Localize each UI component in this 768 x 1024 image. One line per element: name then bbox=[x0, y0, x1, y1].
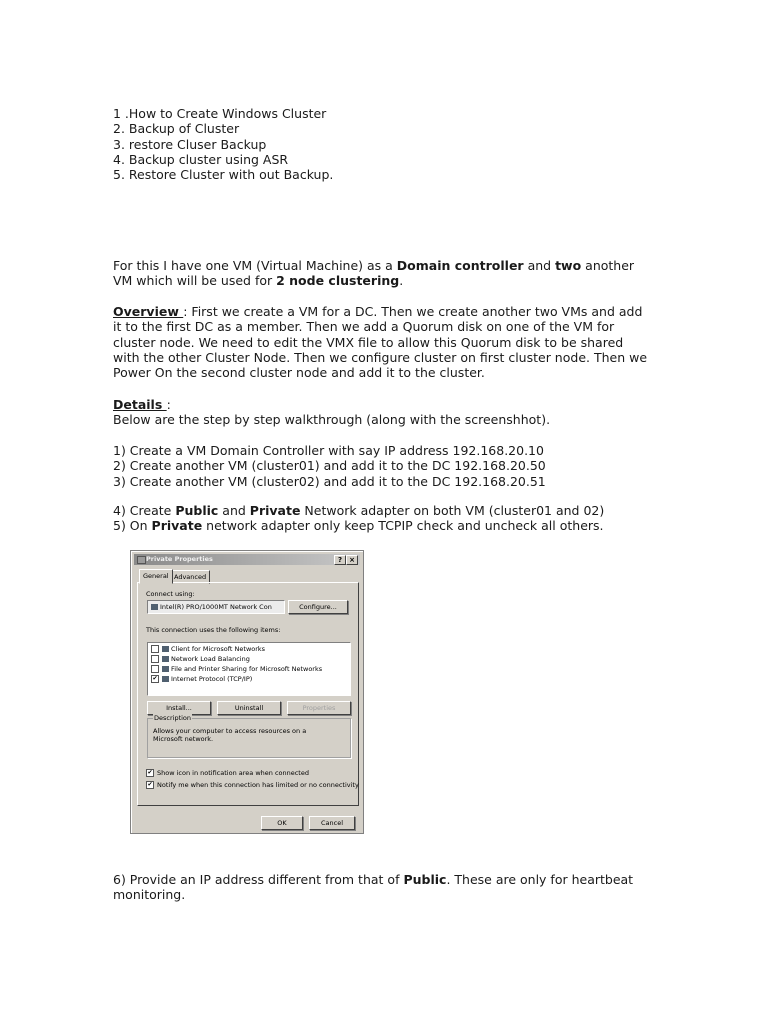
toc-item: 4. Backup cluster using ASR bbox=[113, 151, 289, 167]
overview-line: : First we create a VM for a DC. Then we create another two VMs and add bbox=[183, 304, 643, 319]
checkbox bbox=[151, 645, 159, 653]
adapter-icon bbox=[151, 604, 158, 610]
list-item: Network Load Balancing bbox=[151, 655, 250, 664]
close-button: × bbox=[346, 555, 358, 565]
description-group bbox=[147, 714, 351, 758]
configure-button: Configure... bbox=[288, 600, 348, 614]
properties-button: Properties bbox=[287, 701, 351, 715]
notify-option: ✔ Notify me when this connection has limited or no connectivity bbox=[147, 781, 359, 789]
steps-4-5 bbox=[113, 503, 658, 534]
uninstall-button: Uninstall bbox=[217, 701, 281, 715]
tab-general: General bbox=[139, 569, 173, 584]
dialog-title-bar bbox=[134, 554, 360, 565]
step-6-paragraph bbox=[113, 872, 658, 903]
details-intro: Below are the step by step walkthrough (along with the screenshhot). bbox=[113, 412, 551, 428]
overview-line: it to the first DC as a member. Then we add a Quorum disk on one of the VM for bbox=[113, 319, 615, 335]
overview-line: with the other Cluster Node. Then we configure cluster on first cluster node. Then we bbox=[113, 349, 648, 365]
checkbox bbox=[151, 665, 159, 673]
step-item-4: 4) Create Public and Private Network adapter on both VM (cluster01 and 02) bbox=[113, 503, 605, 518]
private-properties-dialog-screenshot bbox=[130, 550, 364, 834]
component-icon bbox=[162, 666, 169, 672]
list-item: File and Printer Sharing for Microsoft Networks bbox=[151, 665, 322, 674]
dialog-title: Private Properties bbox=[146, 555, 213, 563]
toc-item: 5. Restore Cluster with out Backup. bbox=[113, 167, 334, 183]
intro-line-1: For this I have one VM (Virtual Machine) as a Domain controller and two another bbox=[113, 258, 635, 273]
step-item: 1) Create a VM Domain Controller with say IP address 192.168.20.10 bbox=[113, 443, 544, 458]
list-item: Client for Microsoft Networks bbox=[151, 645, 265, 654]
overview-paragraph bbox=[113, 304, 658, 380]
overview-line: Power On the second cluster node and add it to the cluster. bbox=[113, 365, 485, 381]
show-icon-option: ✔ Show icon in notification area when connected bbox=[147, 769, 309, 777]
component-icon bbox=[162, 676, 169, 682]
toc-list bbox=[113, 106, 658, 182]
toc-item: 3. restore Cluser Backup bbox=[113, 136, 267, 152]
adapter-field: Intel(R) PRO/1000MT Network Con bbox=[147, 600, 285, 614]
install-button: Install... bbox=[147, 701, 211, 715]
overview-line: cluster node. We need to edit the VMX file to allow this Quorum disk to be shared bbox=[113, 334, 624, 350]
tab-advanced: Advanced bbox=[170, 570, 210, 584]
cancel-button: Cancel bbox=[309, 816, 355, 830]
intro-line-2: VM which will be used for 2 node clustering. bbox=[113, 273, 404, 289]
checkbox-checked: ✔ bbox=[147, 769, 153, 776]
components-list bbox=[147, 642, 351, 696]
checkbox-checked: ✔ bbox=[147, 781, 153, 788]
ok-button: OK bbox=[261, 816, 303, 830]
general-tab-panel bbox=[137, 582, 359, 806]
details-heading: Details bbox=[113, 397, 167, 412]
step-6-line-1: 6) Provide an IP address different from that of Public. These are only for heartbeat bbox=[113, 872, 634, 887]
steps-1-3 bbox=[113, 443, 658, 489]
overview-heading: Overview bbox=[113, 304, 184, 319]
network-icon bbox=[137, 556, 146, 564]
details-section: Details : Below are the step by step walkthrough (along with the screenshhot). bbox=[113, 397, 658, 428]
toc-item: 1 .How to Create Windows Cluster bbox=[113, 106, 327, 121]
list-item: ✔ Internet Protocol (TCP/IP) bbox=[152, 675, 253, 683]
step-item: 2) Create another VM (cluster01) and add it to the DC 192.168.20.50 bbox=[113, 458, 546, 474]
step-item-5: 5) On Private network adapter only keep TCPIP check and uncheck all others. bbox=[113, 518, 604, 534]
toc-item: 2. Backup of Cluster bbox=[113, 121, 240, 137]
help-button: ? bbox=[334, 555, 346, 565]
component-icon bbox=[162, 656, 169, 662]
component-icon bbox=[162, 646, 169, 652]
step-item: 3) Create another VM (cluster02) and add it to the DC 192.168.20.51 bbox=[113, 473, 546, 489]
connect-using-label: Connect using: bbox=[146, 590, 195, 598]
checkbox bbox=[151, 655, 159, 663]
items-label: This connection uses the following items: bbox=[146, 626, 281, 634]
checkbox-checked: ✔ bbox=[152, 675, 158, 682]
intro-paragraph bbox=[113, 258, 658, 289]
description-label: Description bbox=[154, 714, 192, 722]
step-6-line-2: monitoring. bbox=[113, 887, 186, 903]
description-text: Allows your computer to access resources on a Microsoft network. bbox=[153, 727, 307, 743]
